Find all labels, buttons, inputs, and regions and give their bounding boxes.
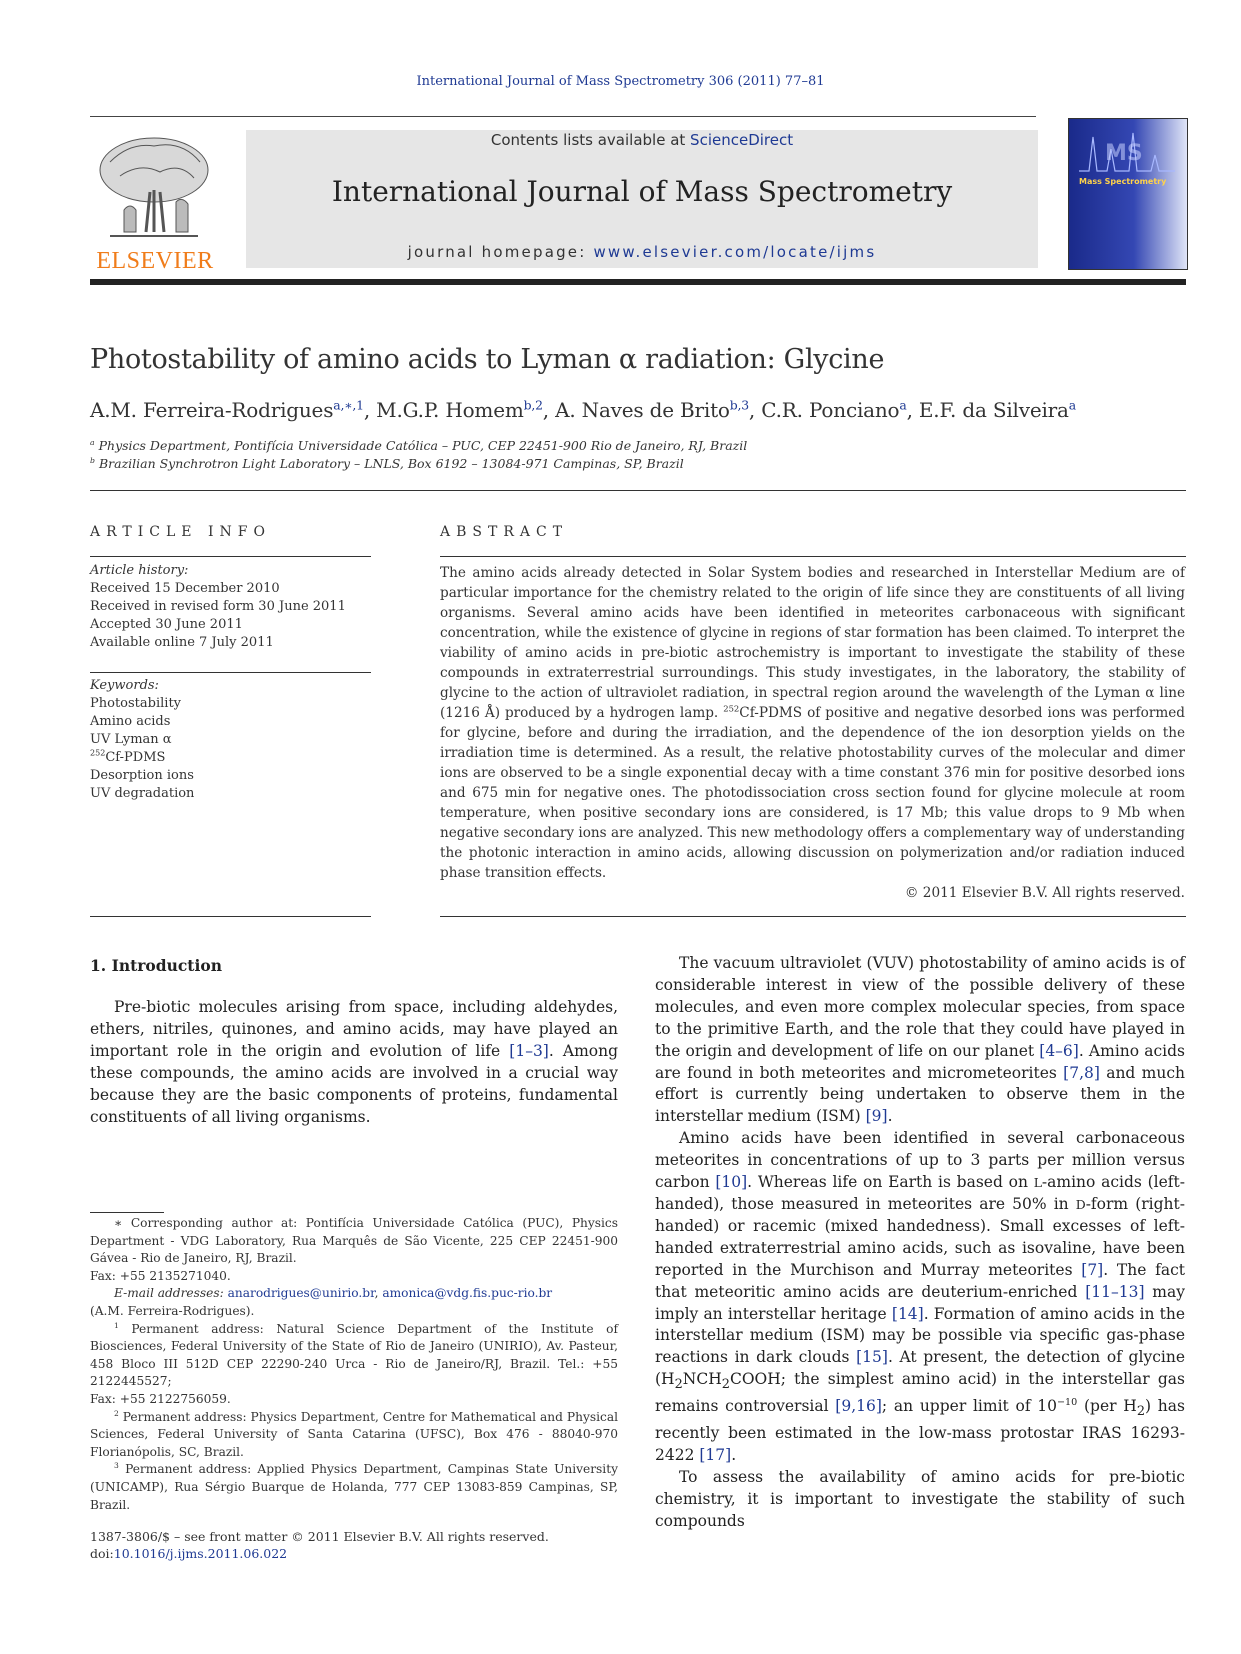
article-info-heading: ARTICLE INFO (90, 524, 271, 540)
subscript: 2 (674, 1377, 683, 1393)
affiliation-mark: a (90, 437, 95, 447)
contents-prefix: Contents lists available at (490, 131, 691, 149)
keyword: UV Lyman α (90, 732, 172, 747)
keywords (90, 677, 370, 803)
footnote-mark: 1 (114, 1320, 119, 1330)
footnote-email-owner: (A.M. Ferreira-Rodrigues). (90, 1303, 255, 1318)
text: . (887, 1107, 893, 1126)
text: -form (right-handed) or racemic (mixed handedness). Small excesses of left-handed extraterrestrial amino acids, such as isovaline, have been reported in the Murchison and Murray meteorites (655, 1194, 1185, 1279)
paragraph: To assess the availability of amino acids for pre-biotic chemistry, it is important to investigate the stability of such compounds (655, 1468, 1185, 1530)
chirality-mark: L (1033, 1175, 1042, 1191)
divider (440, 556, 1186, 557)
doi-link[interactable]: 10.1016/j.ijms.2011.06.022 (113, 1546, 288, 1561)
history-item: Available online 7 July 2011 (90, 635, 274, 650)
abstract-heading: ABSTRACT (440, 524, 569, 540)
citation-link[interactable]: [17] (699, 1446, 732, 1465)
keywords-label: Keywords: (90, 678, 159, 693)
affiliation (90, 456, 684, 471)
abstract-copyright: © 2011 Elsevier B.V. All rights reserved. (904, 885, 1185, 901)
right-column-text (655, 953, 1185, 1533)
affiliation-text: Brazilian Synchrotron Light Laboratory – LNLS, Box 6192 – 13084-971 Campinas, SP, Brazil (98, 456, 684, 471)
footnote-mark: ∗ (114, 1216, 123, 1230)
author-name: A.M. Ferreira-Rodrigues (90, 398, 334, 422)
doi-line (90, 1545, 549, 1562)
footnote-rule (90, 1212, 164, 1213)
author-affiliation-mark[interactable]: a (1068, 397, 1076, 413)
text: Pre-biotic molecules arising from space, including aldehydes, ethers, nitriles, quinones, and amino acids, may have played an important role in the origin and evolution of life (90, 998, 618, 1060)
footnote-text: Permanent address: Natural Science Department of the Institute of Biosciences, Federal University of the State of Rio de Janeiro (UNIRIO), Av. Pasteur, 458 Bloco III 512D CEP 22290-240 Urca - Rio de Janeiro/RJ, Brazil. Tel.: +55 2122445527; (90, 1321, 618, 1389)
homepage-link[interactable]: www.elsevier.com/locate/ijms (593, 243, 877, 261)
homepage-line (246, 243, 1038, 261)
citation-link[interactable]: [10] (715, 1173, 748, 1192)
email-link[interactable]: amonica@vdg.fis.puc-rio.br (382, 1286, 553, 1301)
doi-label: doi: (90, 1546, 114, 1561)
author-affiliation-mark[interactable]: a (899, 397, 907, 413)
citation-link[interactable]: [7,8] (1063, 1063, 1100, 1082)
header-rule (90, 116, 1036, 117)
citation-link[interactable]: [1–3] (509, 1041, 549, 1060)
citation-link[interactable]: [9,16] (835, 1397, 882, 1416)
journal-banner (246, 130, 1038, 268)
footnote-fax: Fax: +55 2135271040. (90, 1268, 231, 1283)
citation-link[interactable]: [4–6] (1039, 1041, 1079, 1060)
footnote-mark: 2 (114, 1408, 119, 1418)
author-affiliation-mark[interactable]: a,∗,1 (333, 397, 364, 413)
text: COOH; the simplest amino acid) in the interstellar gas remains controversial (655, 1370, 1185, 1416)
paragraph (655, 1128, 1185, 1467)
author-name: E.F. da Silveira (918, 398, 1069, 422)
abstract-text (440, 563, 1185, 883)
isotope-mark: 252 (723, 703, 740, 714)
history-item: Accepted 30 June 2011 (90, 617, 243, 632)
footnote-fax: Fax: +55 2122756059. (90, 1391, 231, 1406)
email-link[interactable]: anarodrigues@unirio.br (227, 1286, 375, 1301)
footnote-2 (90, 1409, 618, 1462)
text: . Formation of amino acids in the interstellar medium (ISM) may be possible via specific gas-phase reactions in dark clouds (655, 1304, 1186, 1367)
footnotes (90, 1215, 618, 1514)
text: may imply an interstellar heritage (655, 1282, 1186, 1323)
footnote-mark: 3 (114, 1461, 119, 1471)
history-item: Received in revised form 30 June 2011 (90, 599, 346, 614)
sciencedirect-link[interactable]: ScienceDirect (690, 131, 794, 149)
keyword: Photostability (90, 696, 182, 711)
text: . Amino acids are found in both meteorites and micrometeorites (655, 1041, 1186, 1082)
text: (per H (1077, 1397, 1137, 1416)
footnote-emails (90, 1285, 618, 1303)
citation-link[interactable]: [11–13] (1085, 1282, 1145, 1301)
footnote-3 (90, 1461, 618, 1514)
footnote-1 (90, 1321, 618, 1391)
footnote-text: Corresponding author at: Pontifícia Universidade Católica (PUC), Physics Department - VDG Laboratory, Rua Marquês de São Vicente, 225 CEP 22451-900 Gávea - Rio de Janeiro, RJ, Brazil. (90, 1216, 618, 1266)
divider (90, 672, 371, 673)
footnote-text: Permanent address: Applied Physics Department, Campinas State University (UNICAMP), Rua Sérgio Buarque de Holanda, 777 CEP 13083-859 Campinas, SP, Brazil. (90, 1462, 618, 1512)
cover-title: Mass Spectrometry (1079, 177, 1167, 186)
keyword: UV degradation (90, 786, 195, 801)
header-thick-rule (90, 279, 1186, 285)
citation-link[interactable]: [15] (856, 1348, 888, 1367)
section-rule (90, 490, 1186, 491)
author-name: M.G.P. Homem (376, 398, 524, 422)
text: . (731, 1446, 737, 1465)
text: . At present, the detection of glycine (H (655, 1348, 1185, 1389)
elsevier-wordmark: ELSEVIER (96, 248, 214, 274)
paragraph (655, 953, 1185, 1128)
text: ; an upper limit of 10 (881, 1397, 1058, 1416)
abstract-part: The amino acids already detected in Solar System bodies and researched in Interstellar Medium are of particular importance for the chemistry related to the origin of life since they are constituents of all living organisms. Several amino acids have been identified in meteorites carbonaceous with significant concentration, while the existence of glycine in regions of star formation has been claimed. To interpret the viability of amino acids in pre-biotic astrochemistry is important to investigate the stability of these compounds in extraterrestrial surroundings. This study investigates, in the laboratory, the stability of glycine to the action of ultraviolet radiation, in spectral region around the wavelength of the Lyman α line (1216 Å) produced by a hydrogen lamp. (440, 565, 1185, 721)
keyword (90, 749, 370, 767)
history-item: Received 15 December 2010 (90, 581, 280, 596)
abstract-part: Cf-PDMS of positive and negative desorbed ions was performed for glycine, before and during the irradiation, and the dependence of the ion desorption yields on the irradiation time is determined. As a result, the relative photostability curves of the molecular and dimer ions are observed to be a single exponential decay with a time constant 376 min for positive desorbed ions and 675 min for negative ones. The photodissociation cross section found for glycine molecule at room temperature, when positive secondary ions are considered, is 17 Mb; this value drops to 9 Mb when negative secondary ions are analyzed. This new methodology offers a complementary way of understanding the photonic interaction in amino acids, allowing discussion on polymerization and/or radiation induced phase transition effects. (440, 705, 1185, 881)
article-history (90, 562, 370, 652)
contents-line (246, 130, 1038, 149)
author-affiliation-mark[interactable]: b,2 (523, 397, 543, 413)
text: . The fact that meteoritic amino acids are deuterium-enriched (655, 1260, 1185, 1301)
section-heading-introduction: 1. Introduction (90, 956, 222, 975)
affiliation-text: Physics Department, Pontifícia Universidade Católica – PUC, CEP 22451-900 Rio de Janeiro, RJ, Brazil (98, 438, 748, 453)
journal-title: International Journal of Mass Spectrometry (331, 175, 953, 208)
author-name: A. Naves de Brito (555, 398, 730, 422)
email-label: E-mail addresses: (114, 1286, 228, 1301)
text: ) has recently been estimated in the low-mass protostar IRAS 16293-2422 (655, 1397, 1185, 1465)
affiliation-mark: b (90, 455, 95, 465)
text: NCH (682, 1370, 722, 1389)
article-title: Photostability of amino acids to Lyman α radiation: Glycine (90, 344, 885, 375)
footnote-corresponding (90, 1215, 618, 1268)
journal-cover-image (1068, 118, 1188, 270)
author-list: A.M. Ferreira-Rodrigues$^{a,∗,1}$, M.G.P. Homem$^{b,2}$, A. Naves de Brito$^{b,3}$, C.R. Ponciano$^a$, E.F. da Silveira$^a$ (90, 397, 1076, 422)
subscript: 2 (1136, 1404, 1146, 1420)
bottom-metadata (90, 1528, 549, 1562)
chirality-mark: D (1075, 1196, 1086, 1212)
divider (90, 916, 371, 917)
author-affiliation-mark[interactable]: b,3 (729, 397, 749, 413)
keyword-text: Cf-PDMS (105, 750, 166, 765)
history-label: Article history: (90, 563, 189, 578)
homepage-prefix: journal homepage: (407, 243, 594, 261)
intro-paragraph (90, 997, 618, 1128)
journal-reference-link[interactable]: International Journal of Mass Spectrometry 306 (2011) 77–81 (416, 74, 825, 89)
divider (90, 556, 371, 557)
issn-line: 1387-3806/$ – see front matter © 2011 Elsevier B.V. All rights reserved. (90, 1529, 549, 1544)
divider (440, 916, 1186, 917)
subscript: 2 (721, 1377, 730, 1393)
citation-link[interactable]: [7] (1081, 1260, 1104, 1279)
author-name: C.R. Ponciano (761, 398, 900, 422)
keyword: Amino acids (90, 714, 171, 729)
text: . Whereas life on Earth is based on (747, 1173, 1034, 1192)
exponent: −10 (1057, 1397, 1078, 1409)
separator: , (374, 1286, 383, 1301)
text: -amino acids (left-handed), those measured in meteorites are 50% in (655, 1173, 1186, 1213)
footnote-text: Permanent address: Physics Department, Centre for Mathematical and Physical Sciences, Federal University of Santa Catarina (UFSC), Box 476 - 88040-970 Florianópolis, SC, Brazil. (90, 1409, 618, 1459)
text: The vacuum ultraviolet (VUV) photostability of amino acids is of considerable interest in view of the possible delivery of these molecules, and even more complex molecular species, from space to the primitive Earth, and the role that they could have played in the origin and development of life on our planet (655, 954, 1185, 1060)
isotope-mark: 252 (90, 748, 106, 758)
citation-link[interactable]: [14] (891, 1304, 924, 1323)
text: Amino acids have been identified in several carbonaceous meteorites in concentrations of up to 3 parts per million versus carbon (655, 1129, 1185, 1192)
text: . Among these compounds, the amino acids are involved in a crucial way because they are the basic components of proteins, fundamental constituents of all living organisms. (90, 1041, 619, 1126)
cover-logo: MS (1105, 141, 1143, 166)
keyword: Desorption ions (90, 768, 194, 783)
citation-link[interactable]: [9] (865, 1107, 888, 1126)
affiliation (90, 438, 747, 453)
text: and much effort is currently being undertaken to observe them in the interstellar medium (ISM) (655, 1063, 1185, 1126)
